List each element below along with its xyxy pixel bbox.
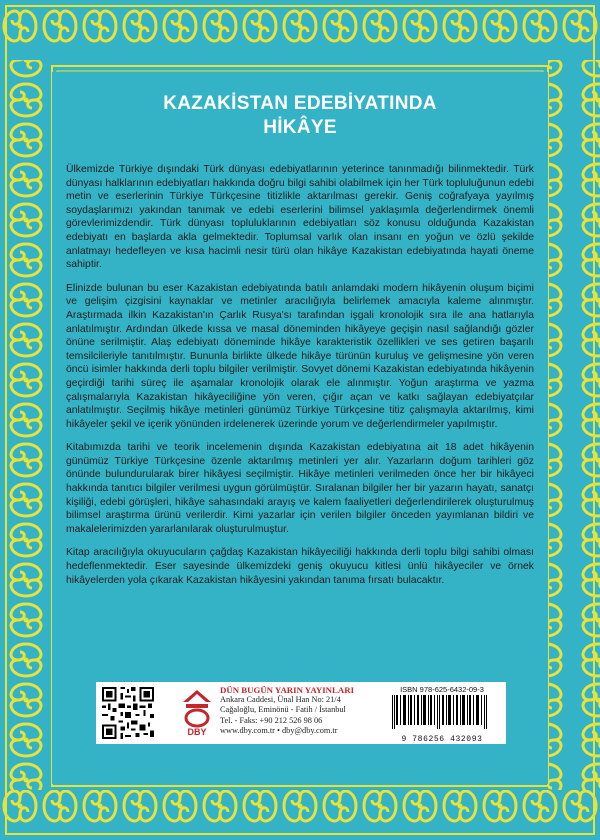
barcode-digits: 9 786256 432093 [401,735,483,744]
book-title [60,92,540,140]
qr-code-icon [102,687,154,739]
isbn-barcode [382,685,502,743]
barcode-icon [382,695,502,729]
publisher-name: DÜN BUGÜN YARIN YAYINLARI [220,685,355,695]
logo-text: DBY [187,727,207,737]
isbn-label: ISBN 978-625-6432-09-3 [400,685,484,694]
paragraph: Kitabımızda tarihi ve teorik incelemenin dışında Kazakistan edebiyatına ait 18 adet hikâyenin günümüz Türkiye Türkçesine özenle aktarılmış metinleri yer alır. Yazarların doğum tarihleri göz önünde bulundurularak birer hikâyesi seçilmiştir. Hikâye metinleri verilmeden önce her bir hikâyeci hakkında tanıtıcı bilgiler verilmesi uygun görülmüştür. Sıralanan bilgiler her bir yazarın hayatı, sanatçı kişiliği, edebi görüşleri, hikâye sahasındaki arayış ve kalem faaliyetleri değerlendirilerek oluşturulmuş bilimsel araştırma ürünü verilerdir. Kimi yazarlar için verilen bilgiler önceden yayımlanan bildiri ve makalelerimizden yararlanılarak oluşturulmuştur. [66,442,534,535]
blurb-text [66,163,534,597]
publisher-address-2: Cağaloğlu, Eminönü - Fatih / İstanbul [220,705,346,715]
title-line-2: HİKÂYE [263,117,337,138]
paragraph: Elinizde bulunan bu eser Kazakistan edebiyatında batılı anlamdaki modern hikâyenin oluşum biçimi ve gelişim çizgisini kaynaklar ve metinler aracılığıyla belirlemek amacıyla kaleme alınmıştır. Araştırmada ilkin Kazakistan'ın Çarlık Rusya'sı tarafından işgali kronolojik sıra ile ana hatlarıyla anlatılmıştır. Ardından ülkede kıssa ve masal döneminden hikâyeye geçişin nasıl sağlandığı gözler önüne serilmiştir. Alaş edebiyatı döneminde hikâye karakteristik özellikleri ve ses getiren başarılı temsilcileriyle tanıtılmıştır. Bununla birlikte ülkede hikâye türünün kuruluş ve gelişmesine yön veren öncü isimler hakkında derli toplu bilgiler verilmiştir. Sovyet dönemi Kazakistan edebiyatında hikâyenin geçirdiği tarihi süreç ile aşamalar kronolojik olarak ele alınmıştır. Yoğun araştırma ve yazma çalışmalarıyla Kazakistan hikâyeciliğine yön veren, çığır açan ve katkı sağlayan edebiyatçılar anlatılmıştır. Seçilmiş hikâye metinleri günümüz Türkiye Türkçesine titiz çalışmayla aktarılmış, kimi hikâyeler şekil ve içerik yönünden irdelenerek üzerinde yorum ve değerlendirmeler yapılmıştır. [66,282,534,430]
title-line-1: KAZAKİSTAN EDEBİYATINDA [163,93,437,114]
publisher-web: www.dby.com.tr • dby@dby.com.tr [220,725,338,735]
publisher-footer [96,682,506,744]
paragraph: Kitap aracılığıyla okuyucuların çağdaş Kazakistan hikâyeciliği hakkında derli toplu bilgi sahibi olması hedeflenmektedir. Eser sayesinde ülkemizdeki geniş okuyucu kitlesi ünlü hikâyeciler ve örnek hikâyelerden yola çıkarak Kazakistan hikâyesini yakından tanıma fırsatı bulacaktır. [66,547,534,586]
paragraph: Ülkemizde Türkiye dışındaki Türk dünyası edebiyatlarının yeterince tanınmadığı bilinmektedir. Türk dünyası halklarının edebiyatları hakkında doğru bilgi sahibi olabilmek için her Türk topluluğunun edebi metin ve eserlerinin Türkiye Türkçesine titizlikle aktarılması gerekir. Geniş coğrafyaya yayılmış soydaşlarımızı yakından tanımak ve edebi eserlerini bilimsel yaklaşımla değerlendirmek önemli görevlerimizdendir. Türk dünyası topluluklarının edebiyatları söz konusu olduğunda Kazakistan edebiyatı en başlarda akla gelmektedir. Toplumsal varlık olan insanı en yoğun ve özlü şekilde anlatmayı hedefleyen ve kısa hacimli nesir türü olan hikâye Kazakistan edebiyatında hayati öneme sahiptir. [66,164,534,271]
publisher-address-1: Ankara Caddesi, Ünal Han No: 21/4 [220,695,341,705]
publisher-phone: Tel. - Faks: +90 212 526 98 06 [220,715,323,725]
publisher-info [220,685,380,736]
publisher-logo-icon [180,688,214,738]
